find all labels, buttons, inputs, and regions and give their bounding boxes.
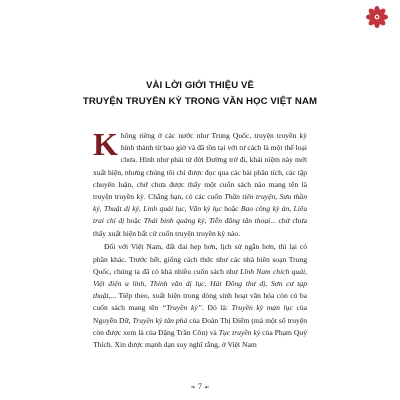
page-title-line2: TRUYỆN TRUYỀN KỲ TRONG VĂN HỌC VIỆT NAM: [82, 96, 318, 107]
body-text: [93, 126, 308, 351]
book-titles: Thần tiên truyện, Sưu thần ký, Thuật dị ký, Linh quái lục, Văn kỳ lục: [93, 192, 307, 214]
book-titles: Thái bình quảng ký, Tiễn đăng tân thoại: [143, 216, 271, 226]
book-titles: Lĩnh Nam chích quái, Việt điện u linh, Thính văn dị lục, Hát Đông thư dị, Sơn cư tạp thuật: [93, 266, 307, 301]
text-segment: ... chứ chưa thấy xuất hiện bất cứ cuốn truyện truyền kỳ nào.: [93, 216, 307, 238]
text-segment: . Đó là:: [201, 303, 232, 313]
flower-ornament-icon: [366, 6, 388, 28]
book-titles: “Truyền kỳ”: [162, 303, 202, 313]
book-titles: Truyền kỳ mạn lục: [231, 303, 293, 313]
text-segment: hông riêng ở các nước như Trung Quốc, truyện truyền kỳ hình thành từ bao giờ và đã tồn tại với tư cách là một thể loại chưa. Hình như phải từ đời Đường trở đi, khái niệm này mới xuất hiện, nhưng chúng tôi chỉ được đọc qua các bài phân tích, các tập chuyên luận, chứ chưa được thấy một cuốn sách nào mang tên là truyện truyền kỳ. Chẳng hạn, có các cuốn: [93, 131, 307, 202]
ornament-right-icon: ☙: [203, 385, 210, 391]
text-segment: hoặc: [124, 216, 144, 226]
drop-cap: K: [93, 126, 118, 162]
page-title-line1: VÀI LỜI GIỚI THIỆU VỀ: [145, 80, 255, 91]
text-segment: ,... Tiếp theo, xuất hiện trong dòng sinh hoạt văn hóa còn có ba cuốn sách mang tên: [93, 291, 307, 313]
ornament-left-icon: ❧: [190, 385, 196, 391]
text-segment: Đối với Việt Nam, đất đai hẹp hơn, lịch sử ngắn hơn, thì lại có phần khác. Trước hết, giống cách thức như các nhà biên soạn Trung Quốc, chúng ta đã có khá nhiều cuốn sách như: [93, 242, 307, 276]
paragraph-2: [93, 241, 307, 351]
book-titles: Bao công kỳ án, Liêu trai chí dị: [93, 204, 307, 226]
paragraph-1: [93, 126, 307, 240]
text-segment: hoặc: [221, 204, 241, 214]
text-segment: của Phạm Quý Thích. Xin được mạnh dạn suy nghĩ rằng, ở Việt Nam: [93, 327, 307, 349]
page-number: [0, 382, 400, 391]
text-segment: của Nguyễn Dữ,: [93, 303, 308, 325]
text-segment: của Đoàn Thị Điểm (mà một số truyện còn được xem là của Đặng Trần Côn) và: [93, 315, 307, 337]
book-titles: Truyền kỳ tân phả: [132, 315, 188, 325]
page-number-value: 7: [197, 382, 202, 391]
book-titles: Tục truyền kỳ: [218, 327, 261, 337]
